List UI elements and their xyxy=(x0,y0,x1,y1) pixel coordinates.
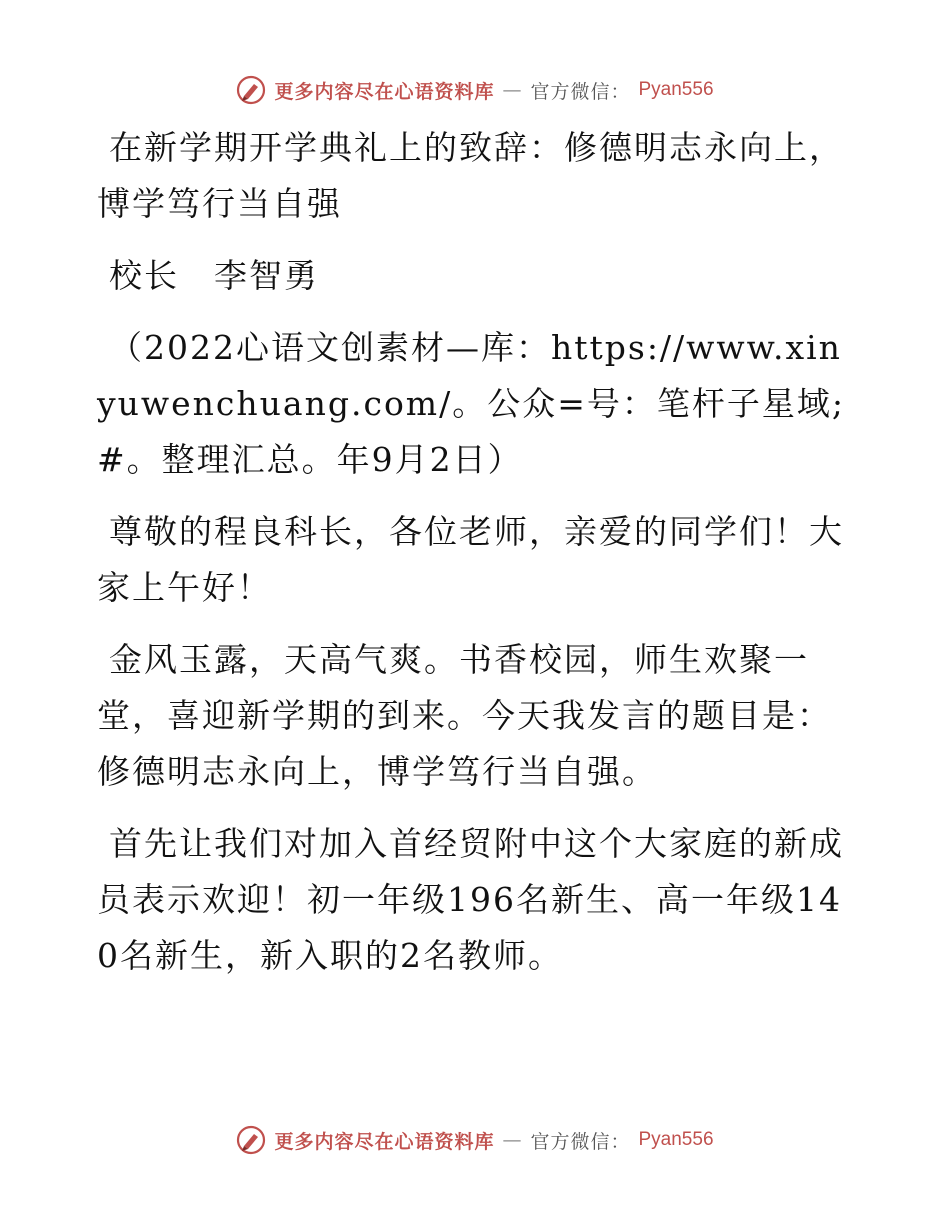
page-header xyxy=(0,70,950,110)
pen-logo-icon xyxy=(236,1125,266,1155)
document-title: 在新学期开学典礼上的致辞：修德明志永向上，博学笃行当自强 xyxy=(97,128,844,223)
document-body xyxy=(97,120,857,1000)
footer-separator: — xyxy=(502,1129,523,1151)
header-site-text: 更多内容尽在心语资料库 xyxy=(274,80,495,103)
greeting-paragraph: 尊敬的程良科长，各位老师，亲爱的同学们！大家上午好！ xyxy=(97,512,844,607)
page-footer xyxy=(0,1120,950,1160)
document-author: 校长 李智勇 xyxy=(109,256,319,295)
header-separator: — xyxy=(502,79,523,101)
pen-logo-icon xyxy=(236,75,266,105)
body-paragraph-2: 首先让我们对加入首经贸附中这个大家庭的新成员表示欢迎！初一年级196名新生、高一年级140名新生，新入职的2名教师。 xyxy=(97,824,844,975)
footer-wechat-id: Pyan556 xyxy=(638,1129,714,1150)
header-wechat-id: Pyan556 xyxy=(638,79,714,100)
footer-site-text: 更多内容尽在心语资料库 xyxy=(274,1130,495,1153)
body-paragraph-1: 金风玉露，天高气爽。书香校园，师生欢聚一堂，喜迎新学期的到来。今天我发言的题目是：修德明志永向上，博学笃行当自强。 xyxy=(97,640,832,791)
footer-wechat-label: 官方微信： xyxy=(530,1130,631,1153)
header-wechat-label: 官方微信： xyxy=(530,80,631,103)
source-note: （2022心语文创素材—库：https://www.xinyuwenchuang.com/。公众=号：笔杆子星域;#。整理汇总。年9月2日） xyxy=(97,328,845,479)
